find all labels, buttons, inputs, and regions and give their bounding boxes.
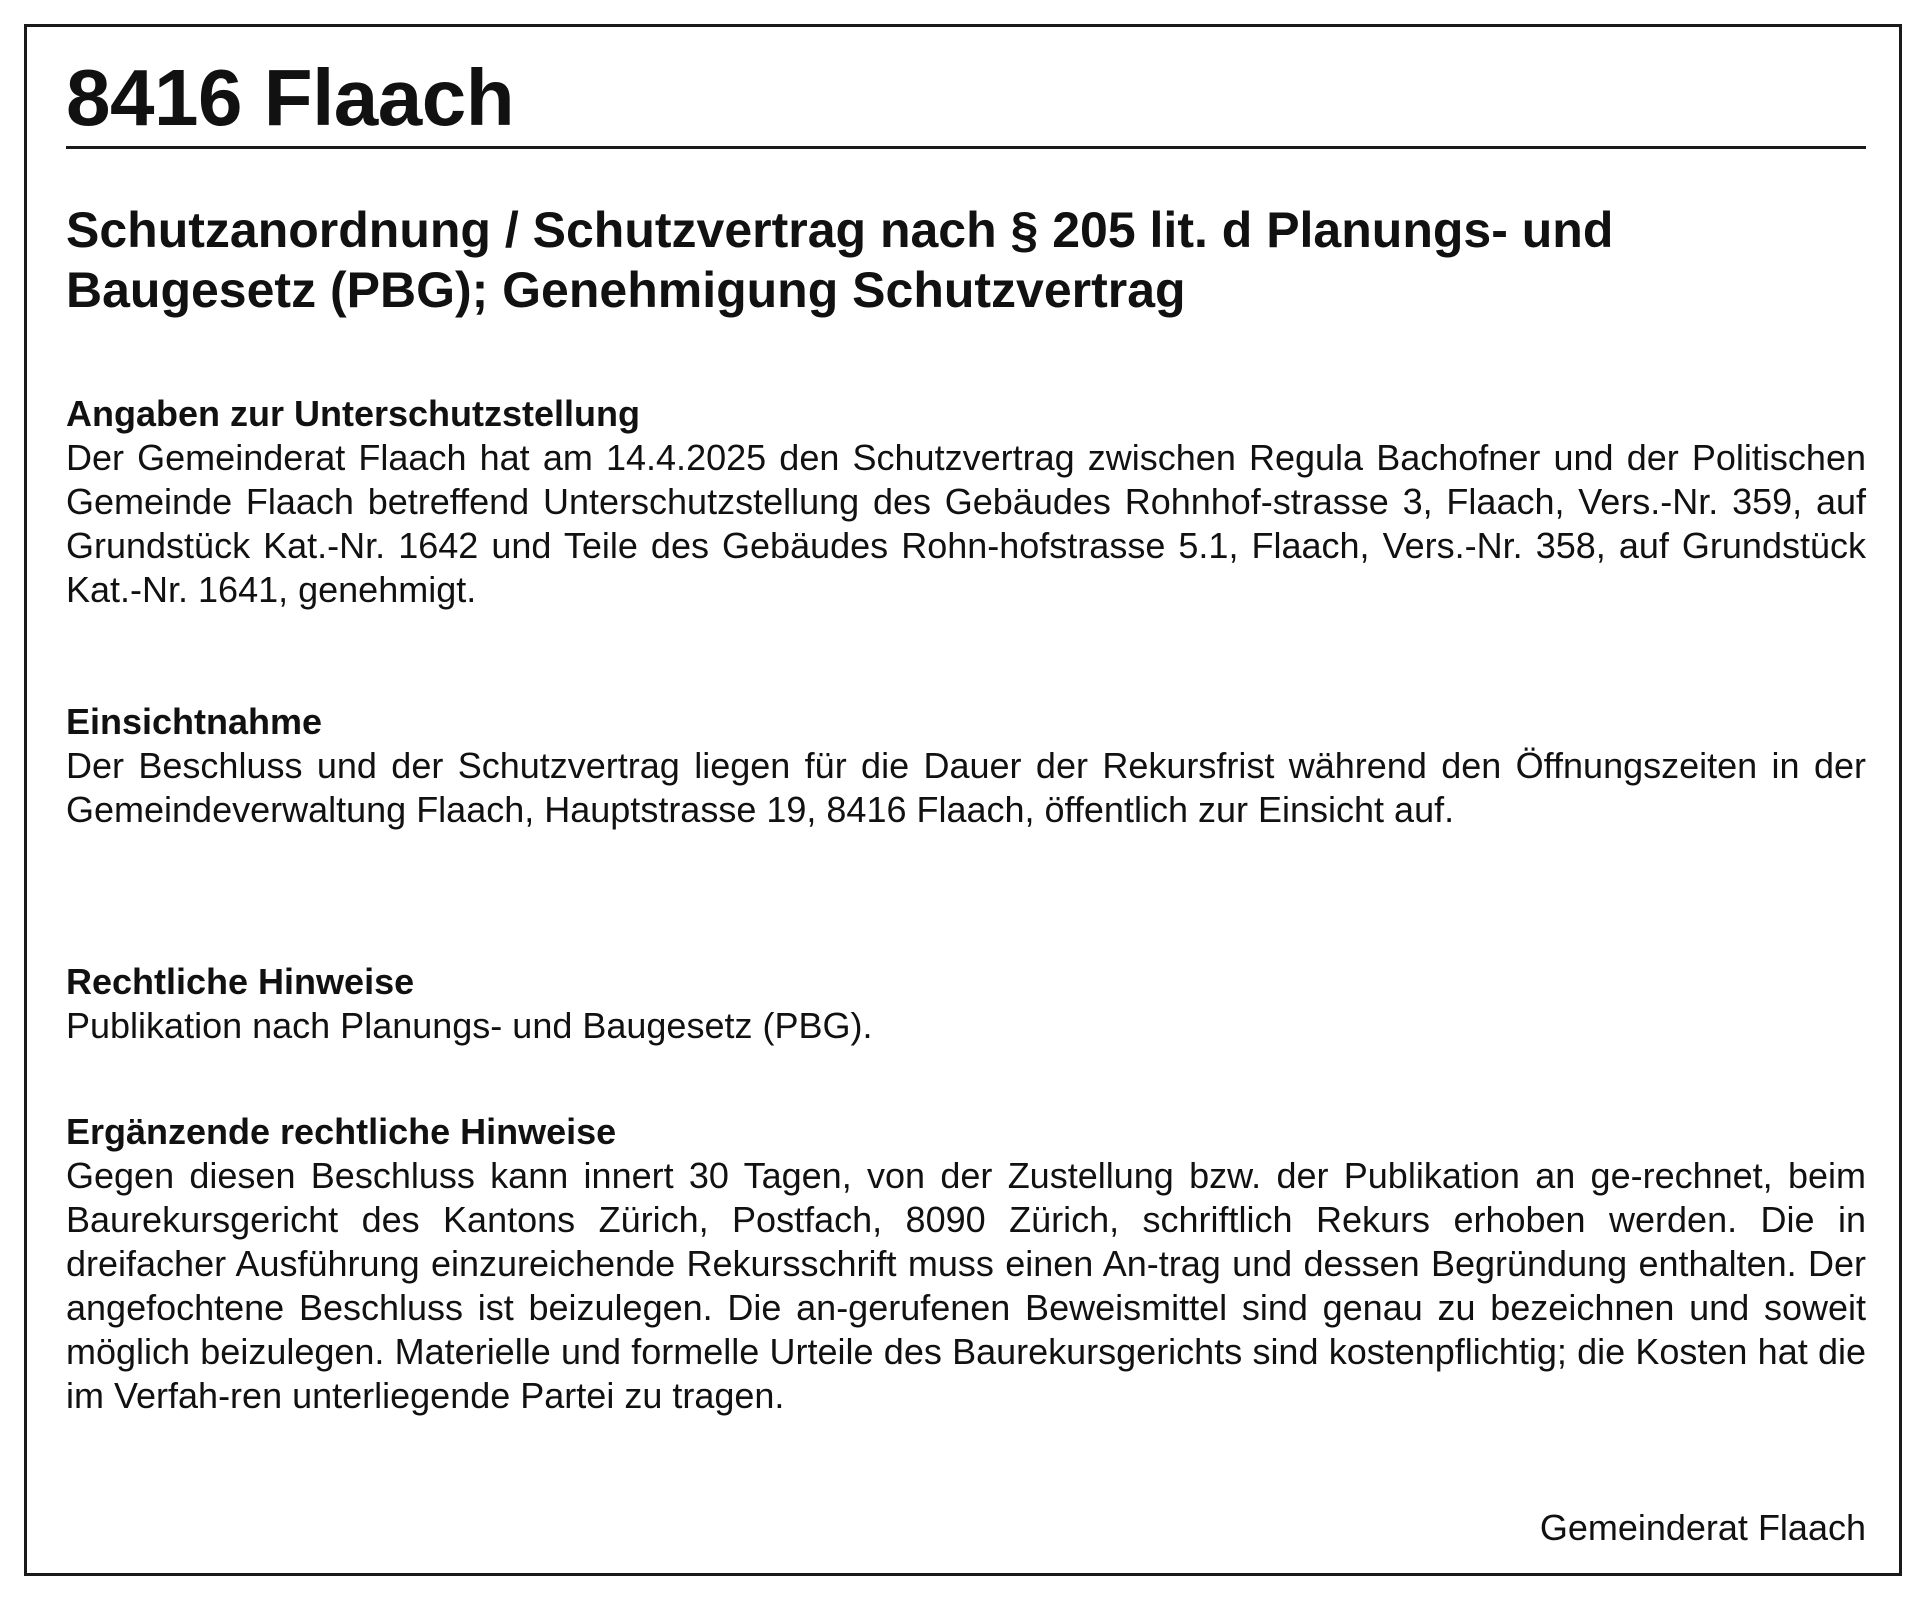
section-heading: Ergänzende rechtliche Hinweise (66, 1111, 617, 1152)
section-heading: Einsichtnahme (66, 701, 323, 742)
section-text: Publikation nach Planungs- und Baugesetz (PBG). (66, 1005, 873, 1046)
title-divider (66, 146, 1866, 149)
signature: Gemeinderat Flaach (1539, 1507, 1866, 1548)
notice-headline: Schutzanordnung / Schutzvertrag nach § 205 lit. d Planungs- und Baugesetz (PBG); Genehmigung Schutzvertrag (66, 202, 1614, 318)
section-angaben (66, 392, 1866, 612)
section-einsichtnahme (66, 700, 1866, 832)
section-text: Der Gemeinderat Flaach hat am 14.4.2025 den Schutzvertrag zwischen Regula Bachofner und der Politischen Gemeinde Flaach betreffend Unterschutzstellung des Gebäudes Rohnhof-strasse 3, Flaach, Vers.-Nr. 359, auf Grundstück Kat.-Nr. 1642 und Teile des Gebäudes Rohn-hofstrasse 5.1, Flaach, Vers.-Nr. 358, auf Grundstück Kat.-Nr. 1641, genehmigt. (66, 437, 1866, 610)
section-text: Der Beschluss und der Schutzvertrag liegen für die Dauer der Rekursfrist während den Öffnungszeiten in der Gemeindeverwaltung Flaach, Hauptstrasse 19, 8416 Flaach, öffentlich zur Einsicht auf. (66, 745, 1866, 830)
section-text: Gegen diesen Beschluss kann innert 30 Tagen, von der Zustellung bzw. der Publikation an ge-rechnet, beim Baurekursgericht des Kantons Zürich, Postfach, 8090 Zürich, schriftlich Rekurs erhoben werden. Die in dreifacher Ausführung einzureichende Rekursschrift muss einen An-trag und dessen Begründung enthalten. Der angefochtene Beschluss ist beizulegen. Die an-gerufenen Beweismittel sind genau zu bezeichnen und soweit möglich beizulegen. Materielle und formelle Urteile des Baurekursgerichts sind kostenpflichtig; die Kosten hat die im Verfah-ren unterliegende Partei zu tragen. (66, 1155, 1866, 1416)
section-ergaenzende-hinweise (66, 1110, 1866, 1418)
section-rechtliche-hinweise (66, 960, 1866, 1048)
section-heading: Angaben zur Unterschutzstellung (66, 393, 641, 434)
section-heading: Rechtliche Hinweise (66, 961, 415, 1002)
place-title: 8416 Flaach (66, 53, 515, 142)
